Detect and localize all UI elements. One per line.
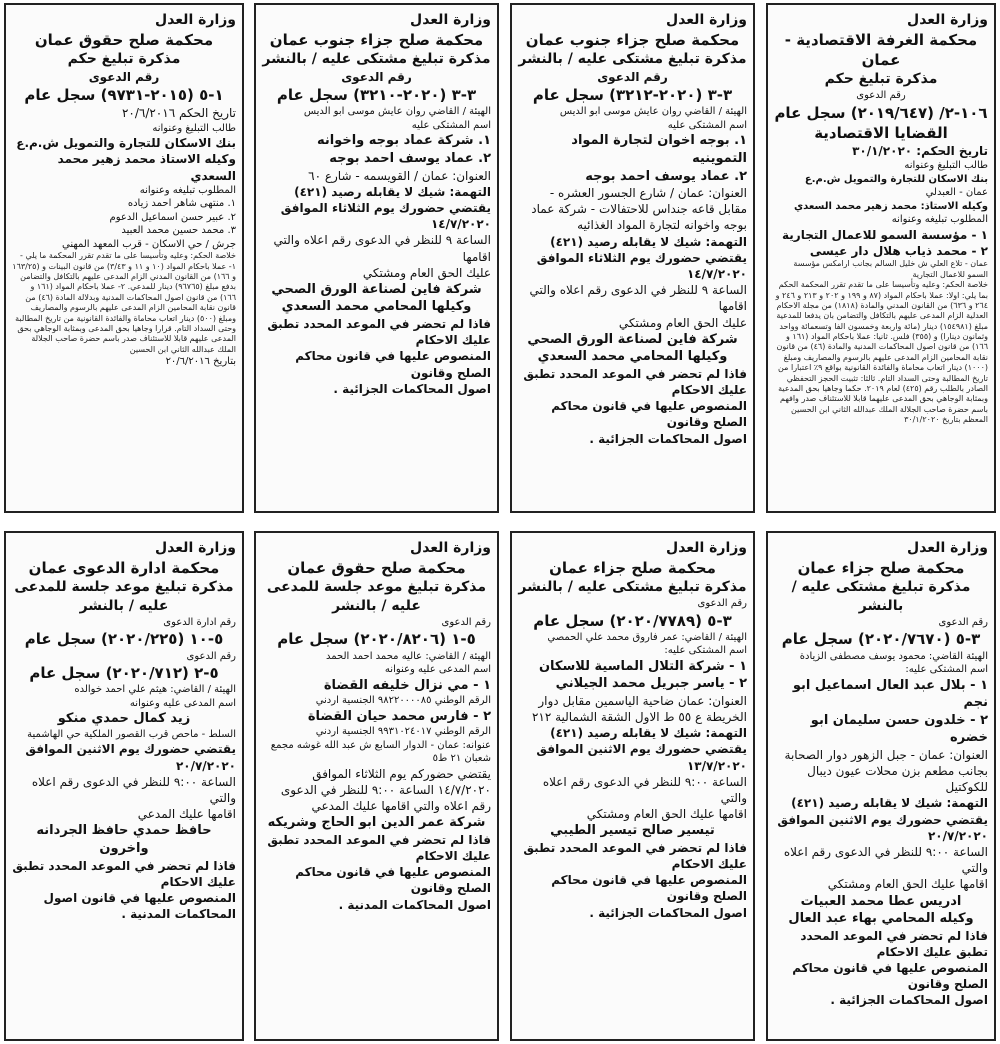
notice-amman-criminal-2 (766, 531, 996, 1041)
defendant-label: اسم المشتكى عليه: (664, 645, 747, 657)
respondent-address: عمان - تلاع العلي ش خليل السالم بجانب ارامكس مؤسسة السمو للاعمال التجارية (793, 259, 988, 279)
defendant-label: اسم المدعى عليه وعنوانه (384, 664, 491, 676)
case-label: رقم الدعوى (697, 598, 747, 610)
defendant-1: ١ - شركة التلال الماسية للاسكان (538, 658, 747, 674)
respondent-label: المطلوب تبليغه وعنوانه (139, 184, 236, 196)
judgment-summary: خلاصة الحكم: وعليه وتأسيسا على ما تقدم تقرر المحكمة الحكم بما يلي: اولا: عملا باحكام المواد (٨٧ و ١٩٩ و ٢٠٢ و ٢١٣ و ٢٤٦ و ٢٦٤ و ٦٣٦) من القانون المدني والمادة (١٨١٨) من مجلة الاحكام العدلية الزام المدعى عليهم بالتكافل والتضامن بان يدفعا للمدعية مبلغ (١٥٤٩٨١) دينار (مائة واربعة وخمسون الفا وتسعمائة وواحد وثمانون دينارا) و (٣٥٥) فلس. ثانيا: عملا باحكام المواد (١٦١ و ١٦٦) من قانون اصول المحاكمات المدنية والمادة (٤٦) من قانون نقابة المحامين الزام المدعى عليهم بالرسوم والمصاريف ومبلغ (١٠٠٠) دينار اتعاب محاماة والفائدة القانونية بواقع ٩٪ اعتبارا من تاريخ المطالبة وحتى السداد التام. ثالثا: تثبيت الحجز التحفظي الصادر بالطلب رقم (٤٢٥) لعام ٢٠١٩. حكما وجاهيا بحق المدعية وبمثابة الوجاهي بحق المدعى عليهما قابلا للاستئناف صدر وافهم باسم حضرة صاحب الجلالة الملك عبدالله الثاني ابن الحسين المعظم بتاريخ ٣٠/١/٢٠٢٠ (775, 280, 988, 425)
complainant-name: شركة فاين لصناعة الورق الصحي (527, 331, 738, 347)
court-name: محكمة صلح جزاء عمان (549, 558, 716, 577)
footer-line-2: المنصوص عليها في قانون محاكم الصلح وقانون (295, 865, 491, 896)
plaintiff-line: اقامها عليك الحق العام ومشتكي (827, 877, 988, 892)
appearance-line: يقتضي حضورك يوم الاثنين الموافق ٢٠/٧/٢٠٢٠ (25, 742, 236, 773)
appearance-line: يقتضي حضورك يوم الثلاثاء الموافق ١٤/٧/٢٠٢٠ (280, 200, 491, 232)
footer-line-3: اصول المحاكمات المدنية . (338, 897, 491, 912)
footer-line-3: اصول المحاكمات الجزائية . (589, 905, 747, 920)
plaintiff-line: عليك الحق العام ومشتكي (362, 265, 491, 280)
defendant-2-id: الرقم الوطني ٩٩٣١٠٢٤٠١٧ الجنسية اردني (315, 726, 491, 738)
charge-line: التهمة: شيك لا يقابله رصيد (٤٢١) (550, 726, 747, 741)
complainant-agent: وكيلها المحامي محمد السعدي (537, 349, 728, 365)
case-label: رقم الدعوى (341, 70, 412, 85)
complainant-agent: وكيلها المحامي محمد السعدي (281, 299, 472, 315)
hearing-line: الساعة ٩ للنظر في الدعوى رقم اعلاه والتي اقامها (273, 233, 491, 264)
judgment-summary: خلاصة الحكم: وعليه وتأسيسا على ما تقدم تقرر المحكمة ما يلي - ١- عملا باحكام المواد (١٠ و ١١ و ٣/٤٣) من قانون البينات و (١٦٣/٢٥ و ١٦٦) من القانون المدني الزام المدعى عليهم بالتكافل والتضامن بدفع مبلغ (٩٦٧٦٥) دينار للمدعي. ٢- عملا باحكام المواد (١٦١ و ١٦٦) من قانون اصول المحاكمات المدنية وبدلالة المادة (٤٦) من قانون نقابة المحامين الزام المدعى عليهم بالرسوم والمصاريف ومبلغ (٥٠٠) دينار اتعاب محاماة والفائدة القانونية من تاريخ المطالبة وحتى السداد التام. قرارا وجاهيا بحق المدعى وبمثابة الوجاهي بحق المدعى عليهم قابلا للاستئناف صدر باسم حضرة صاحب الجلالة الملك عبدالله الثاني ابن الحسين (12, 251, 236, 354)
memo-title-2: عليه / بالنشر (79, 598, 169, 615)
case-management-label: رقم ادارة الدعوى (163, 616, 236, 628)
defendant-2: ٢ - ياسر جبريل محمد الجيلاني (555, 676, 747, 692)
case-management-number: ٥-١٠ (٢٠٢٠/٢٢٥) سجل عام (24, 630, 224, 649)
case-number: ١٠٦-٢/ (٢٠١٩/٦٤٧) سجل عام (774, 103, 988, 122)
court-name: محكمة صلح جزاء جنوب عمان (525, 30, 740, 49)
ministry-title: وزارة العدل (410, 540, 491, 556)
respondent-1: ١. منتهى شاهر احمد زياده (127, 198, 236, 210)
ministry-title: وزارة العدل (666, 12, 747, 28)
address-line: العنوان: عمان ضاحية الياسمين مقابل دوار الخريطة ع ٥٥ ط الاول الشقة الشمالية ٢١٢ (531, 693, 747, 725)
notice-judgment-rights-court (4, 3, 244, 513)
plaintiff-name: حافظ حمدي حافظ الجردانه واخرون (36, 823, 212, 856)
hearing-line: الساعة ٩:٠٠ للنظر في الدعوى رقم اعلاه والتي (783, 844, 988, 876)
agent-name: وكيله الاستاذ محمد زهير محمد السعدي (57, 152, 236, 183)
defendant-1-id: الرقم الوطني ٩٨٢٢٠٠٠٠٨٥ الجنسية اردني (315, 695, 491, 707)
case-number: ٣-٣ (٢٠٢٠-٣٢١٠) سجل عام (276, 86, 477, 105)
ministry-title: وزارة العدل (155, 12, 236, 28)
defendant-1: ١. بوجه اخوان لتجارة المواد التموينيه (571, 133, 747, 167)
notice-amman-criminal-1 (510, 531, 755, 1041)
respondent-2: ٢. عبير حسن اسماعيل الدعوم (109, 211, 236, 223)
requester-name: بنك الاسكان للتجارة والتمويل ش.م.ع (804, 173, 988, 185)
defendant-1: ١ - مي نزال خليفه القضاة (323, 677, 491, 693)
ministry-title: وزارة العدل (410, 12, 491, 28)
memo-title: مذكرة تبليغ موعد جلسة للمدعى (266, 579, 487, 596)
ministry-title: وزارة العدل (907, 540, 988, 556)
notice-case-management (4, 531, 244, 1041)
court-name: محكمة صلح جزاء جنوب عمان (269, 30, 484, 49)
complainant-name: تيسير صالح تيسير الطيبي (550, 823, 715, 839)
case-number: ٣-٥ (٢٠٢٠/٧٦٧٠) سجل عام (781, 630, 981, 649)
plaintiff-name: شركة عمر الدين ابو الحاج وشريكه (267, 815, 486, 831)
charge-line: التهمة: شيك لا يقابله رصيد (٤٢١) (791, 796, 988, 811)
memo-title: مذكرة تبليغ حكم (824, 71, 938, 88)
hearing-line: الساعة ٩:٠٠ للنظر في الدعوى رقم اعلاه والتي (31, 774, 236, 806)
court-name: محكمة ادارة الدعوى عمان (28, 558, 220, 577)
memo-title: مذكرة تبليغ مشتكى عليه / بالنشر (518, 51, 747, 68)
address-line: عنوانه: عمان - الدوار السابع ش عبد الله غوشه مجمع شعبان ٢١ ط٥ (270, 739, 491, 765)
footer-line-1: فاذا لم تحضر في الموعد المحدد تطبق عليك الاحكام (523, 840, 747, 872)
footer-line-2: المنصوص عليها في قانون اصول المحاكمات المدنية . (43, 890, 236, 922)
charge-line: التهمة: شيك لا يقابله رصيد (٤٢١) (294, 184, 491, 199)
case-label: رقم الدعوى (441, 616, 491, 628)
judge-line: الهيئة / القاضي: عمر فاروق محمد علي الحمصي (547, 631, 747, 643)
footer-line-2: المنصوص عليها في قانون محاكم الصلح وقانون (551, 873, 747, 904)
case-number: ٣-٥ (٢٠٢٠/٧٧٨٩) سجل عام (533, 611, 732, 630)
case-number: ٥-٢ (٢٠٢٠/٧١٢) سجل عام (29, 664, 219, 683)
notice-rights-hearing (254, 531, 499, 1041)
footer-line-3: اصول المحاكمات الجزائية . (333, 381, 491, 396)
judgment-date: تاريخ الحكم: ٣٠/١/٢٠٢٠ (852, 144, 988, 159)
judge-line: الهيئة القاضي: محمود يوسف مصطفى الزيادة (799, 650, 988, 662)
judge-line: الهيئة / القاضي روان عايش موسى ابو الديس (559, 106, 747, 118)
hearing-line: الساعة ٩:٠٠ للنظر في الدعوى رقم اعلاه والتي (542, 774, 747, 805)
defendant-1: ١ - بلال عبد العال اسماعيل ابو نجم (792, 677, 988, 711)
ministry-title: وزارة العدل (155, 540, 236, 556)
judgment-date: تاريخ الحكم ٢٠/٦/٢٠١٦ (121, 106, 236, 121)
defendant-2: ٢. عماد يوسف احمد بوجه (585, 168, 747, 184)
court-name: محكمة صلح حقوق عمان (34, 30, 214, 49)
requester-name: بنك الاسكان للتجارة والتمويل ش.م.ع (16, 136, 236, 151)
ministry-title: وزارة العدل (907, 12, 988, 28)
case-label: رقم الدعوى (186, 650, 236, 662)
case-category: القضايا الاقتصادية (814, 124, 948, 143)
issue-date: بتاريخ ٢٠/٦/٢٠١٦ (165, 356, 236, 368)
appearance-line: يقتضي حضوركم يوم الثلاثاء الموافق ١٤/٧/٢٠٢٠ الساعة ٩:٠٠ للنظر في الدعوى رقم اعلاه والتي اقامها عليك المدعي (280, 766, 491, 814)
footer-line-3: اصول المحاكمات الجزائية . (830, 993, 988, 1008)
appearance-line: يقتضي حضورك يوم الاثنين الموافق ١٣/٧/٢٠٢٠ (536, 742, 747, 773)
defendant-1: ١. شركة عماد بوجه واخوانه (316, 133, 491, 149)
address-line: العنوان: عمان - جبل الزهور دوار الصحابة بجانب مطعم بزن محلات عيون ديبال للكوكتيل (784, 747, 988, 795)
complainant-agent: وكيله المحامي بهاء عبد العال (788, 911, 974, 927)
ministry-title: وزارة العدل (666, 540, 747, 556)
respondent-1: ١ - مؤسسة السمو للاعمال التجارية (782, 227, 988, 242)
appearance-line: يقتضي حضورك يوم الاثنين الموافق ٢٠/٧/٢٠٢٠ (777, 812, 988, 843)
memo-title: مذكرة تبليغ مشتكى عليه / بالنشر (791, 579, 971, 615)
defendant-label: اسم المشتكى عليه: (905, 664, 988, 676)
case-number: ٥-١ (٢٠٢٠/٨٢٠٦) سجل عام (277, 630, 476, 649)
notice-economic-chamber (766, 3, 996, 513)
plaintiff-line: اقامها عليك الحق العام ومشتكي (586, 807, 747, 822)
agent-name: وكيله الاستاذ: محمد زهير محمد السعدي (793, 200, 988, 212)
defendant-label: اسم المشتكى عليه (667, 119, 747, 131)
case-label: رقم الدعوى (938, 616, 988, 628)
footer-line-2: المنصوص عليها في قانون محاكم الصلح وقانون (295, 349, 491, 380)
defendant-1: زيد كمال حمدي منكو (57, 711, 191, 727)
judge-line: الهيئة / القاضي: هيثم علي احمد خوالده (74, 684, 236, 696)
footer-line-1: فاذا لم تحضر في الموعد المحدد تطبق عليك الاحكام (800, 928, 988, 959)
defendant-label: اسم المشتكى عليه (411, 119, 491, 131)
defendant-2: ٢ - فارس محمد حيان القضاة (307, 708, 491, 724)
case-label: رقم الدعوى (856, 90, 906, 102)
requester-label: طالب التبليغ وعنوانه (904, 160, 988, 172)
footer-line-1: فاذا لم تحضر في الموعد المحدد تطبق عليك الاحكام (267, 832, 491, 864)
address-line: السلط - ماحص قرب القصور الملكية حي الهاشمية (27, 728, 236, 740)
footer-line-2: المنصوص عليها في قانون محاكم الصلح وقانون (551, 399, 747, 430)
plaintiff-line: عليك الحق العام ومشتكي (618, 315, 747, 330)
court-name: محكمة صلح جزاء عمان (797, 558, 965, 577)
court-name: محكمة صلح حقوق عمان (287, 558, 466, 577)
hearing-line: الساعة ٩ للنظر في الدعوى رقم اعلاه والتي اقامها (529, 283, 747, 314)
judge-line: الهيئة / القاضي: عاليه محمد احمد الحمد (326, 650, 491, 662)
memo-title: مذكرة تبليغ موعد جلسة للمدعى (14, 579, 234, 596)
judge-line: الهيئة / القاضي روان عايش موسى ابو الديس (303, 106, 491, 118)
case-label: رقم الدعوى (597, 70, 668, 85)
footer-line-1: فاذا لم تحضر في الموعد المحدد تطبق عليك الاحكام (267, 316, 491, 348)
case-number: ١-٥ (٢٠١٥-٩٧٣١) سجل عام (24, 86, 224, 105)
respondent-label: المطلوب تبليغه وعنوانه (891, 214, 988, 226)
respondent-2: ٢ - محمد ذياب هلال دار عيسى (809, 244, 988, 259)
complainant-name: ادريس عطا محمد العبيات (800, 893, 962, 909)
court-name: محكمة الغرفة الاقتصادية - عمان (784, 30, 978, 70)
respondent-address: جرش / حي الاسكان - قرب المعهد المهني (62, 238, 236, 250)
footer-line-2: المنصوص عليها في قانون محاكم الصلح وقانون (792, 961, 988, 992)
case-number: ٣-٣ (٢٠٢٠-٣٢١٢) سجل عام (532, 86, 733, 105)
address-line: العنوان: عمان / شارع الجسور العشره - مقابل قاعه جنداس للاحتفالات - شركة عماد بوجه واخوانه لتجارة المواد الغذائيه (531, 186, 747, 233)
defendant-label: اسم المدعى عليه وعنوانه (129, 697, 236, 709)
address-line: العنوان: عمان / القويسمه - شارع ٦٠ (308, 168, 491, 183)
case-label: رقم الدعوى (88, 70, 160, 85)
footer-line-3: اصول المحاكمات الجزائية . (589, 431, 747, 446)
requester-address: عمان - العبدلي (925, 187, 988, 199)
memo-title: مذكرة تبليغ مشتكى عليه / بالنشر (518, 579, 747, 596)
complainant-name: شركة فاين لصناعة الورق الصحي (271, 281, 482, 297)
footer-line-1: فاذا لم تحضر في الموعد المحدد تطبق عليك الاحكام (12, 858, 236, 889)
respondent-3: ٣. محمد حسين محمد العبيد (121, 225, 236, 237)
defendant-2: ٢ - خلدون حسن سليمان ابو خضره (810, 712, 988, 746)
requester-label: طالب التبليغ وعنوانه (152, 122, 236, 134)
charge-line: التهمة: شيك لا يقابله رصيد (٤٢١) (550, 234, 747, 249)
defendant-2: ٢. عماد يوسف احمد بوجه (329, 151, 491, 167)
notice-south-amman-2 (510, 3, 755, 513)
appearance-line: يقتضي حضورك يوم الثلاثاء الموافق ١٤/٧/٢٠٢٠ (536, 250, 747, 282)
memo-title: مذكرة تبليغ مشتكى عليه / بالنشر (262, 51, 491, 68)
notice-south-amman-1 (254, 3, 499, 513)
plaintiff-line: اقامها عليك المدعي (137, 807, 236, 822)
footer-line-1: فاذا لم تحضر في الموعد المحدد تطبق عليك الاحكام (523, 366, 747, 398)
memo-title-2: عليه / بالنشر (332, 598, 421, 615)
memo-title: مذكرة تبليغ حكم (67, 51, 181, 68)
